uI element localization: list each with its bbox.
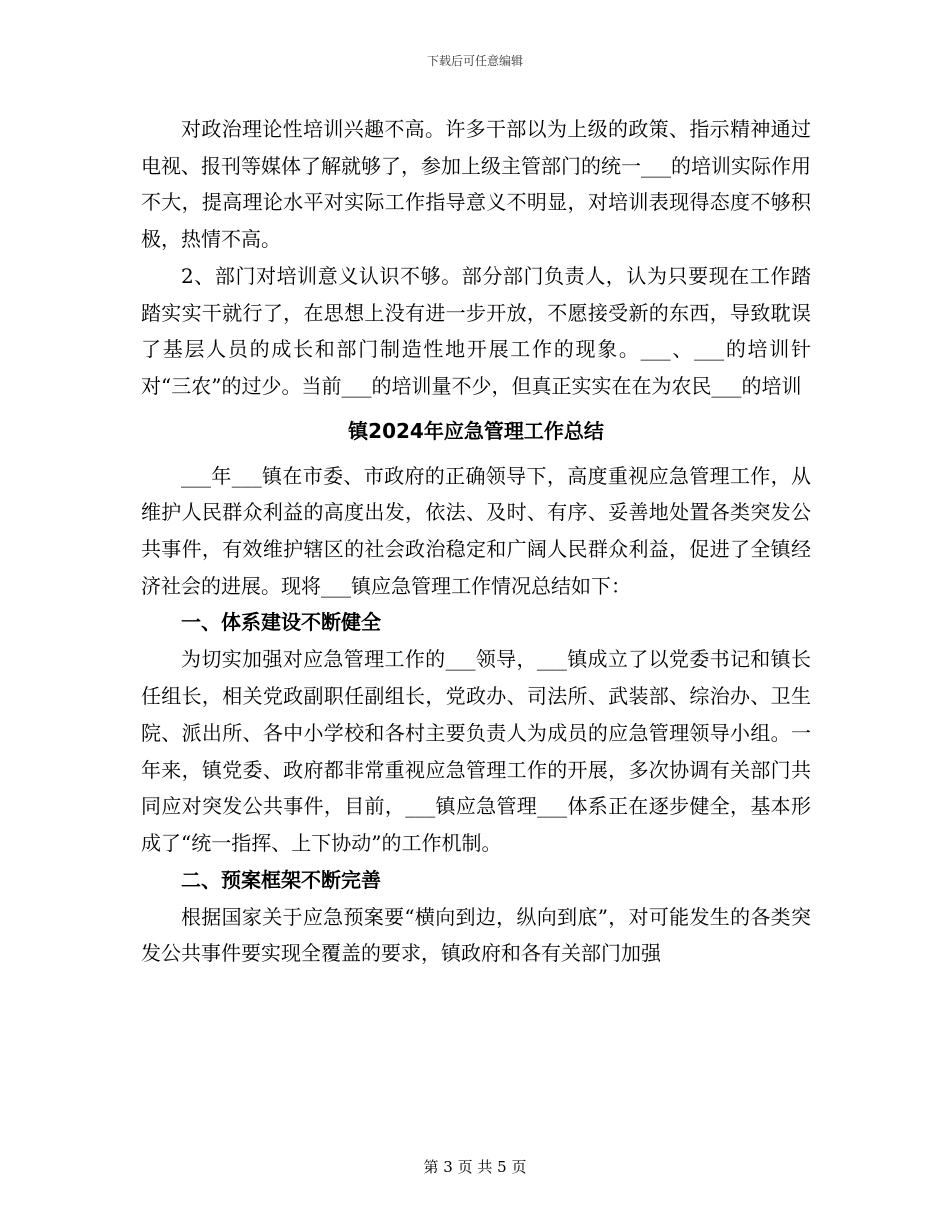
document-body <box>141 111 811 972</box>
section-body-1: 为切实加强对应急管理工作的___领导，___镇成立了以党委书记和镇长任组长，相关党政副职任副组长，党政办、司法所、武装部、综治办、卫生院、派出所、各中小学校和各村主要负责人为成员的应急管理领导小组。一年来，镇党委、政府都非常重视应急管理工作的开展，多次协调有关部门共同应对突发公共事件，目前，___镇应急管理___体系正在逐步健全，基本形成了“统一指挥、上下协动”的工作机制。 <box>141 647 811 855</box>
section-body-2: 根据国家关于应急预案要“横向到边，纵向到底”，对可能发生的各类突发公共事件要实现全覆盖的要求，镇政府和各有关部门加强 <box>141 904 811 966</box>
section-heading-1: 一、体系建设不断健全 <box>181 610 381 635</box>
page-footer: 第 3 页 共 5 页 <box>423 1158 527 1176</box>
intro-paragraph: ___年___镇在市委、市政府的正确领导下，高度重视应急管理工作，从维护人民群众利益的高度出发，依法、及时、有序、妥善地处置各类突发公共事件，有效维护辖区的社会政治稳定和广阔人民群众利益，促进了全镇经济社会的进展。现将___镇应急管理工作情况总结如下： <box>141 463 811 598</box>
continuation-paragraph-1: 对政治理论性培训兴趣不高。许多干部以为上级的政策、指示精神通过电视、报刊等媒体了解就够了，参加上级主管部门的统一___的培训实际作用不大，提高理论水平对实际工作指导意义不明显，对培训表现得态度不够积极，热情不高。 <box>141 117 811 252</box>
header-note: 下载后可任意编辑 <box>426 54 523 68</box>
continuation-paragraph-2: 2、部门对培训意义认识不够。部分部门负责人，认为只要现在工作踏踏实实干就行了，在思想上没有进一步开放，不愿接受新的东西，导致耽误了基层人员的成长和部门制造性地开展工作的现象。___、___的培训针对“三农”的过少。当前___的培训量不少，但真正实实在在为农民___的培训 <box>141 263 811 398</box>
section-heading-2: 二、预案框架不断完善 <box>181 867 381 892</box>
document-title: 镇2024年应急管理工作总结 <box>348 418 604 443</box>
